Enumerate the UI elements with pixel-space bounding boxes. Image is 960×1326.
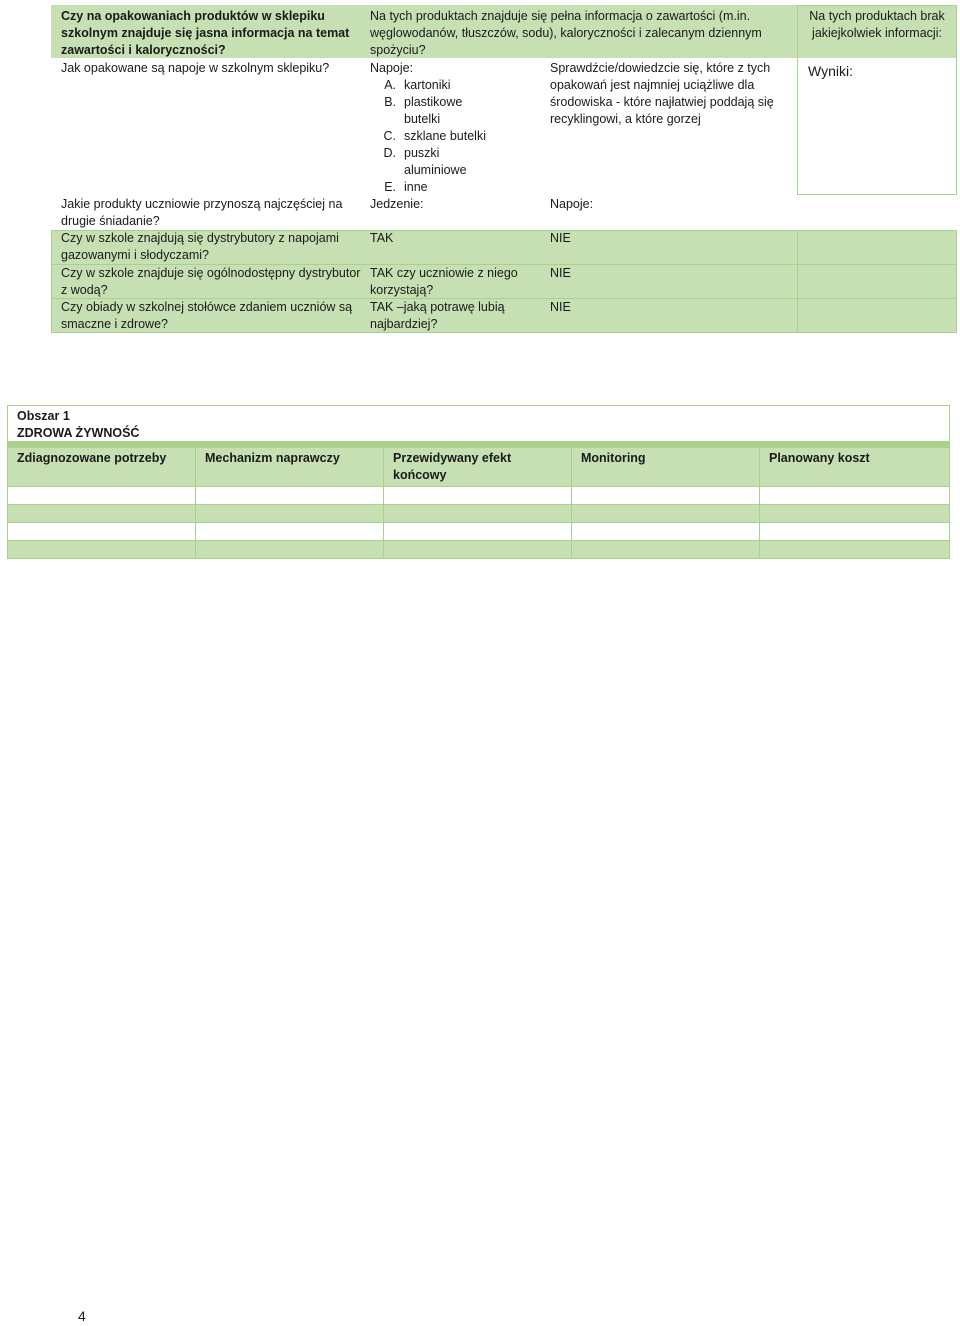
table-cell[interactable] — [760, 541, 950, 559]
table-cell[interactable] — [760, 487, 950, 505]
table-cell[interactable] — [572, 523, 760, 541]
table-cell[interactable] — [572, 505, 760, 523]
table-cell[interactable] — [384, 541, 572, 559]
question-soda-dispensers: Czy w szkole znajdują się dystrybutory z napojami gazowanymi i słodyczami? — [61, 231, 339, 262]
packaging-options-list — [376, 77, 526, 196]
table-row — [8, 487, 950, 505]
drinks-label: Napoje: — [550, 197, 594, 211]
table-cell[interactable] — [8, 523, 196, 541]
table-cell[interactable] — [8, 505, 196, 523]
column-divider — [797, 230, 798, 333]
question-canteen-lunch: Czy obiady w szkolnej stołówce zdaniem uczniów są smaczne i zdrowe? — [61, 300, 353, 331]
check-recycling-text: Sprawdźcie/dowiedzcie się, które z tych opakowań jest najmniej uciążliwe dla środowiska - które najłatwiej poddają się recyklingowi, a które gorzej — [550, 61, 774, 126]
table-cell[interactable] — [196, 523, 384, 541]
area-header — [7, 405, 950, 441]
table-cell[interactable] — [8, 541, 196, 559]
header-cost: Planowany koszt — [760, 448, 950, 487]
header-row — [8, 448, 950, 487]
option-item: C. szklane butelki — [383, 129, 486, 143]
table-cell[interactable] — [760, 523, 950, 541]
table-cell[interactable] — [384, 487, 572, 505]
table-cell[interactable] — [196, 505, 384, 523]
header-needs: Zdiagnozowane potrzeby — [8, 448, 196, 487]
answer-no: NIE — [550, 266, 571, 280]
side-header-no-info: Na tych produktach brak jakiejkolwiek informacji: — [809, 9, 945, 40]
table-row — [8, 505, 950, 523]
table-cell[interactable] — [196, 541, 384, 559]
napoje-label: Napoje: — [370, 61, 414, 75]
results-label: Wyniki: — [808, 63, 853, 79]
food-label: Jedzenie: — [370, 197, 424, 211]
option-item: A. kartoniki — [384, 78, 451, 92]
table-cell[interactable] — [760, 505, 950, 523]
header-mechanism: Mechanizm naprawczy — [196, 448, 384, 487]
option-item: B. plastikowe butelki — [384, 95, 463, 126]
page-number: 4 — [78, 1308, 86, 1324]
table-cell[interactable] — [572, 487, 760, 505]
table-cell[interactable] — [384, 523, 572, 541]
question-breakfast: Jakie produkty uczniowie przynoszą najczęściej na drugie śniadanie? — [61, 197, 343, 228]
question-drink-packaging: Jak opakowane są napoje w szkolnym sklepiku? — [61, 61, 330, 75]
answer-yes: TAK czy uczniowie z niego korzystają? — [370, 266, 518, 297]
option-item: D. puszki aluminiowe — [383, 146, 467, 177]
question-water-dispenser: Czy w szkole znajduje się ogólnodostępny dystrybutor z wodą? — [61, 266, 361, 297]
action-plan-grid — [7, 447, 950, 559]
area-title: ZDROWA ŻYWNOŚĆ — [17, 426, 140, 440]
option-item: E. inne — [384, 180, 428, 194]
area-label: Obszar 1 — [17, 409, 70, 423]
answer-no: NIE — [550, 231, 571, 245]
table-row — [8, 541, 950, 559]
table-cell[interactable] — [572, 541, 760, 559]
table-row — [8, 523, 950, 541]
answer-no: NIE — [550, 300, 571, 314]
answer-yes: TAK — [370, 231, 394, 245]
answer-full-info: Na tych produktach znajduje się pełna informacja o zawartości (m.in. węglowodanów, tłuszczów, sodu), kaloryczności i zalecanym dziennym spożyciu? — [370, 9, 762, 57]
header-expected-effect: Przewidywany efekt końcowy — [384, 448, 572, 487]
table-cell[interactable] — [384, 505, 572, 523]
table-cell[interactable] — [8, 487, 196, 505]
table-action-plan — [7, 405, 950, 559]
table-cell[interactable] — [196, 487, 384, 505]
question-product-labels: Czy na opakowaniach produktów w sklepiku szkolnym znajduje się jasna informacja na temat zawartości i kaloryczności? — [61, 9, 350, 57]
header-monitoring: Monitoring — [572, 448, 760, 487]
answer-yes: TAK –jaką potrawę lubią najbardziej? — [370, 300, 505, 331]
